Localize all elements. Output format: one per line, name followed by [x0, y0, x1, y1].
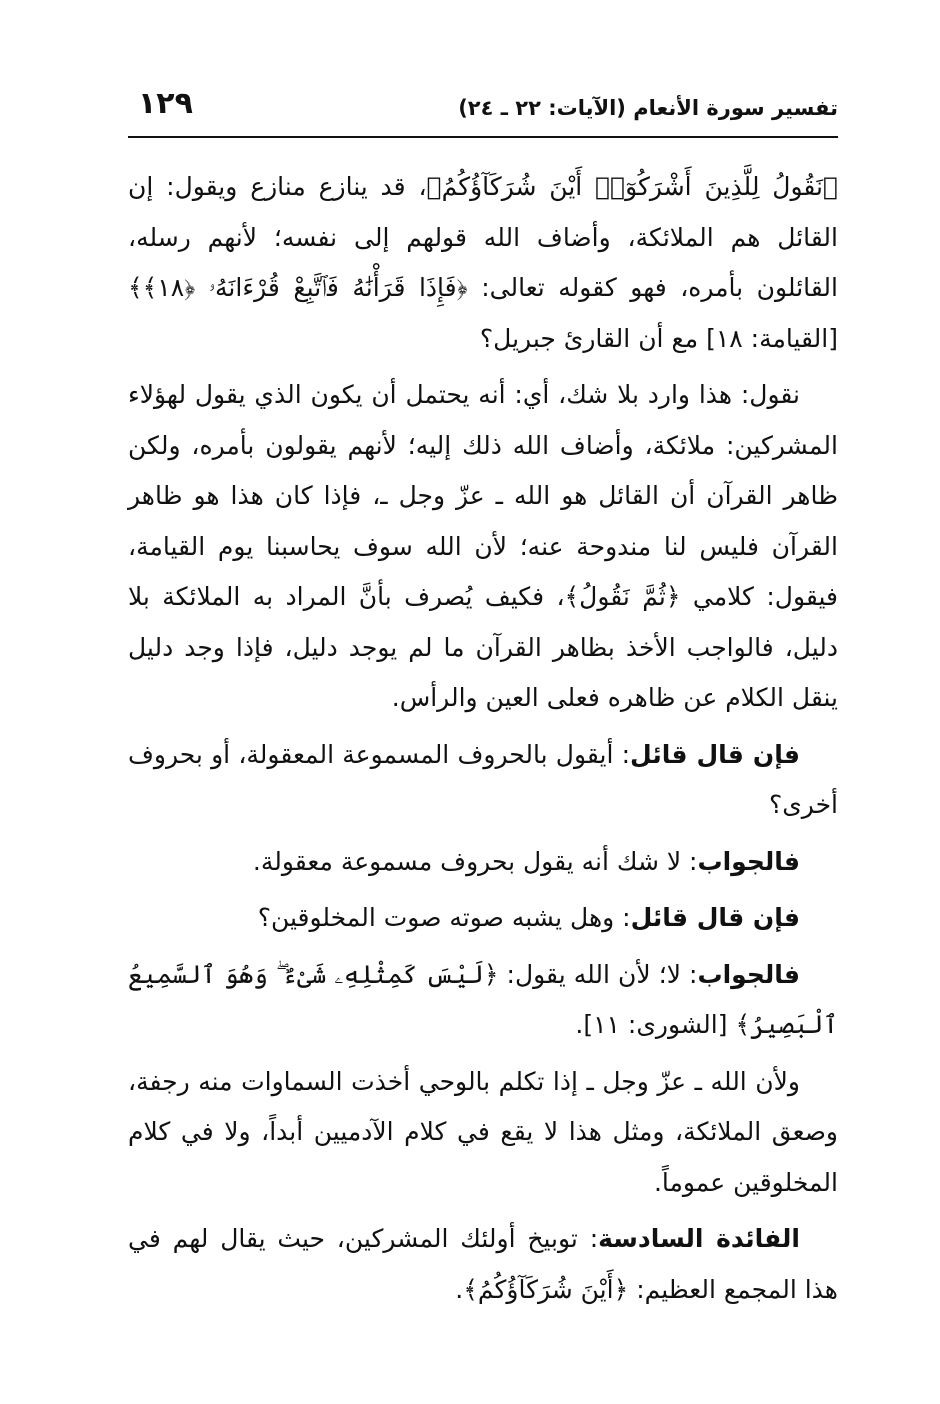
paragraph-7 [128, 1057, 838, 1209]
paragraph-text: : وهل يشبه صوته صوت المخلوقين؟ [257, 903, 631, 932]
bold-lead: فالجواب [697, 846, 800, 876]
paragraph-5 [128, 893, 838, 944]
paragraph-text: ولأن الله ـ عزّ وجل ـ إذا تكلم بالوحي أخذت السماوات منه رجفة، وصعق الملائكة، ومثل هذا لا يقع في كلام الآدميين أبداً، ولا في كلام المخلوقين عموماً. [128, 1066, 838, 1197]
quran-verse: ﴿لَيْسَ كَمِثْلِهِۦ شَىْءٌ ۖ وَهُوَ ٱلسَّمِيعُ ٱلْبَصِيرُ﴾ [128, 959, 838, 1039]
page-header [128, 84, 838, 132]
bold-lead: فإن قال قائل [630, 739, 800, 769]
header-rule [128, 136, 838, 138]
bold-lead: الفائدة السادسة [598, 1224, 800, 1253]
page-body [128, 162, 838, 1321]
paragraph-text: : لا شك أنه يقول بحروف مسموعة معقولة. [252, 846, 698, 876]
paragraph-3 [128, 730, 838, 831]
paragraph-4 [128, 837, 838, 888]
paragraph-1 [128, 162, 838, 364]
paragraph-text: [القيامة: ١٨] مع أن القارئ جبريل؟ [479, 323, 838, 353]
quran-verse: ﴿ثُمَّ نَقُولُ﴾ [564, 582, 681, 611]
quran-verse: ﴿نَقُولُ لِلَّذِينَ أَشْرَكُوٓا۟ أَيْنَ شُرَكَآؤُكُمُ﴾ [426, 172, 838, 201]
paragraph-text: نقول: هذا وارد بلا شك، أي: أنه يحتمل أن يكون الذي يقول لهؤلاء المشركين: ملائكة، وأضاف الله ذلك إليه؛ لأنهم يقولون بأمره، ولكن ظاهر القرآن أن القائل هو الله ـ عزّ وجل ـ، فإذا كان هذا هو ظاهر القرآن فليس لنا مندوحة عنه؛ لأن الله سوف يحاسبنا يوم القيامة، فيقول: كلامي [128, 380, 838, 611]
paragraph-2 [128, 370, 838, 724]
page-number: ١٢٩ [138, 86, 193, 121]
paragraph-text: . [455, 1274, 464, 1304]
paragraph-6 [128, 950, 838, 1051]
paragraph-text: : أيقول بالحروف المسموعة المعقولة، أو بحروف أخرى؟ [128, 739, 838, 819]
paragraph-text: ، قد ينازع منازع ويقول: إن القائل هم الملائكة، وأضاف الله قولهم إلى نفسه؛ لأنهم رسله، القائلون بأمره، فهو كقوله تعالى: [128, 172, 838, 302]
paragraph-text: : توبيخ أولئك المشركين، حيث يقال لهم في هذا المجمع العظيم: [128, 1224, 838, 1304]
running-title: تفسير سورة الأنعام (الآيات: ٢٢ ـ ٢٤) [458, 96, 838, 120]
bold-lead: فالجواب [697, 959, 800, 989]
paragraph-8 [128, 1214, 838, 1315]
paragraph-text: [الشورى: ١١]. [575, 1010, 736, 1039]
quran-verse: ﴿أَيْنَ شُرَكَآؤُكُمُ﴾ [463, 1274, 629, 1304]
paragraph-text: : لا؛ لأن الله يقول: [498, 959, 698, 989]
bold-lead: فإن قال قائل [630, 903, 800, 932]
paragraph-text: ، فكيف يُصرف بأنَّ المراد به الملائكة بلا دليل، فالواجب الأخذ بظاهر القرآن ما لم يوجد دليل، فإذا وجد دليل ينقل الكلام عن ظاهره فعلى العين والرأس. [128, 582, 838, 712]
quran-verse: ﴿فَإِذَا قَرَأْنَٰهُ فَٱتَّبِعْ قُرْءَانَهُۥ ﴿١٨﴾﴾ [128, 273, 468, 302]
